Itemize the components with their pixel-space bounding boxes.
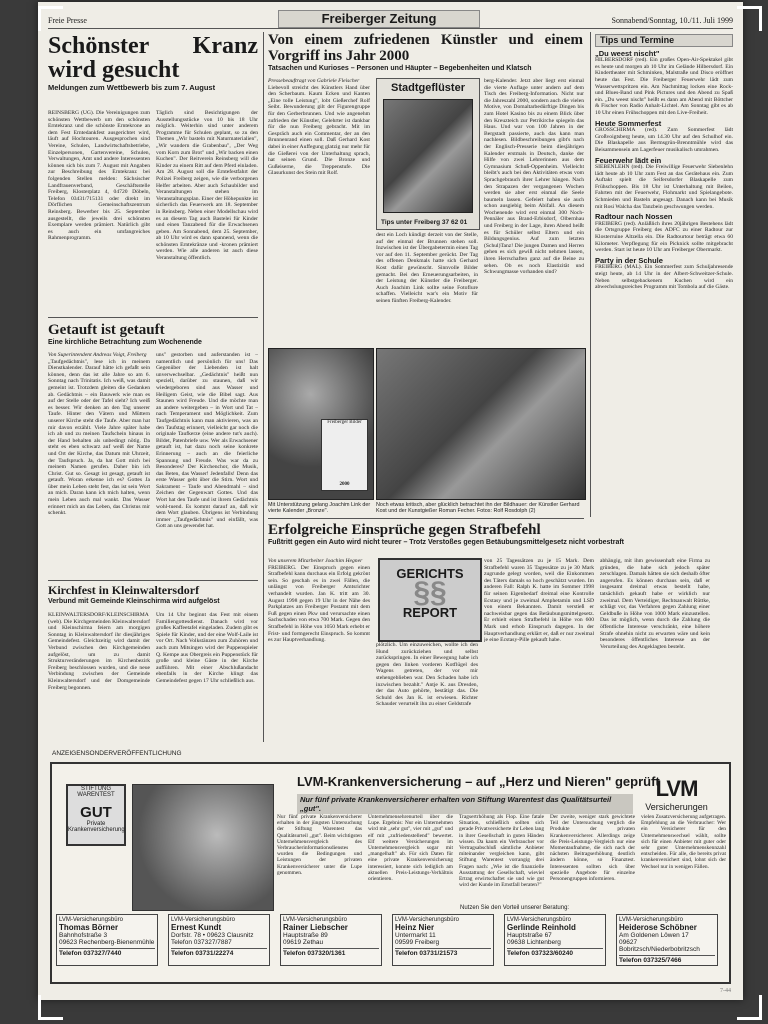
crop-corner-top-right[interactable] bbox=[737, 6, 762, 31]
ad-label: ANZEIGENSONDERVERÖFFENTLICHUNG bbox=[52, 750, 182, 757]
lvm-advertisement bbox=[50, 762, 731, 984]
article-kranz bbox=[48, 34, 258, 95]
agent-title: LVM-Versicherungsbüro bbox=[619, 917, 683, 923]
article-getauft-subtitle: Eine kirchliche Betrachtung zum Wochenende bbox=[48, 339, 202, 346]
article-kuenstler-col3: berg-Kalender. Jetzt aber liegt erst einmal die vierte Auflage unter andern auf dem Tisch des Freiberg-Information. Nicht nur die Jahreszahl 2000, sondern auch die vielen Motive, von Domaltarbedürftige Dingen bis zum Hotel Kasino bis zu einem Blick über den Kreuzteich zur Petrikirche spiegeln das Haus. Und war von 100 Jahren in der Bergstadt passierte, auch das kann man nachlesen. Bildbeschreibungen gibt's nach der Englisch-Presserie beim diesjährigen Kalender erstmals in Deutsch, danke der Hilfe von zwei Lehrerinnen aus dem Gymnasium Schuß-Oppenheim. Vielleicht bleibt's auch bei den Aktivitäten etwas vom Sprachgebrauch ihrer Lehrer hängen. Nach den Strapazen der vergangenen Wochen werden sie aber erst einmal die Seele baumeln lassen. Gefeiert haben sie auch schon ausgiebig beim Abifall. An diesem Wochenende wird erst einmal 300 Noch-Pennäler aus Brand-Erbisdorf, Olbernhau und Freiberg in der Lage, ihren Abend heißt es für Schüler selbst Eltern und ein Bildungsgenius. Auf zum letzten (Schul)Tanz! Die jungen Damen und Herren gehen es sich gewiß nicht nehmen lassen, ihren Herrschaften ganz auf die Beine zu sehen. Ob es noch Elastizität und Schwungmasse vorhanden sind? bbox=[484, 78, 584, 276]
article-einsprueche bbox=[268, 522, 708, 549]
article-kranz-title: Schönster Kranz wird gesucht bbox=[48, 34, 258, 83]
article-getauft bbox=[48, 322, 258, 349]
agent-address: Hauptstraße 89 bbox=[283, 932, 328, 939]
article-getauft-col1 bbox=[48, 352, 150, 577]
masthead-section-title: Freiberger Zeitung bbox=[278, 10, 480, 28]
agent-address: 09619 Zethau bbox=[283, 939, 324, 946]
newspaper-page bbox=[38, 2, 743, 1000]
ad-body-3: Tragsertrhöhung als Flop. Eine fatale Situation, schließlich sollten sich gerade Privatversicherte ihr Leben lang in ihrer Gesellschaft in guten Händen wissen. Da kaum ein Verbraucher vor Vertragsabschluß sämtliche Anbieter miteinander vergleichen kann, gibt Stiftung Warentest vorrangig drei Fragen nach: „Wie ist die finanzielle Ausstattung der Gesellschaft, wieviel Ertrag erwirtschaftet sie und wie gut wird der Kunde im Ernstfall beraten?" bbox=[459, 814, 544, 889]
statue-photo bbox=[383, 99, 473, 213]
article-einsprueche-col1 bbox=[268, 558, 370, 742]
sidebar-item-heading: Heute Sommerfest bbox=[595, 118, 662, 128]
column-rule bbox=[590, 32, 591, 517]
masthead-paper-name: Freie Presse bbox=[48, 16, 87, 25]
agent-phone: Telefon 037327/7440 bbox=[59, 948, 155, 957]
agent-title: LVM-Versicherungsbüro bbox=[171, 917, 235, 923]
page-number: 7-44 bbox=[720, 988, 731, 994]
sidebar-tips bbox=[595, 34, 733, 519]
sidebar-item-text: SIEBENLEHN (red). Die Freiwillige Feuerwehr Siebenlehn lädt heute ab 10 Uhr zum Fest an das Gerätehaus ein. Zum Auftakt spielt die Seifersdorfer Blaskapelle zum Frühschoppen. Bis 18 Uhr ist Unterhaltung mit Beilen, Fahrten mit der Feuerwehr, Flohmarkt und Spielangebote. Schmieden und Basteln angesagt. Danach kann bei Musik mit Rosi Walcha das Tanzbein geschwungen werden. bbox=[595, 164, 733, 210]
article-einsprueche-col2: plötzlich. Um einzuweichen, wollte ich den Hund zurückziehen und selbst zurückspringen. In einer Bewegung habe ich gegen den linken vorderen Kotflügel des Wagens getreten, der vor mir stehengeblieben war. Den Schaden habe ich inzwischen bezahlt." Antje K. aus Dresden, der das Auto gehörte, bestätigt das. Die Schuld des Jan K. ist erwiesen. Richter Schauder verurteilt ihn zu einer Geldstrafe bbox=[376, 642, 478, 708]
ad-body-2: Unternehmensehrenurteil über die Lupe. Ergebnis: Nur ein Unternehmen wird mit „sehr gut", vier mit „gut" und elf mit „zufriedenstellend" bewertet. Elf weitere Versicherungen im Unternehmensvergleich sogar mit „mangelhaft" ab. Für sich Daten für eine private Krankenversicherung interessiert, konnte sich lediglich am aktuellen Preis-Leistungs-Verhältnis orientieren. bbox=[368, 814, 453, 883]
gerichtsreport-stamp bbox=[378, 558, 482, 642]
agent-phone: Telefon 03731/22274 bbox=[171, 948, 267, 957]
sidebar-item-text: FREIBERG (MAL). Ein Sommerfest zum Schuljahresende steigt heute, ab 14 Uhr in der Albert-Schweitzer-Schule. Neben selbstgebackenem Kuchen wird ein abwechslungsreiches Programm mit Tombola auf die Gäste. bbox=[595, 264, 733, 291]
calendar-cover bbox=[321, 419, 368, 491]
ad-body-1: Nur fünf private Krankenversicherer erhalten in der jüngsten Untersuchung der Stiftung Warentest das Qualitätsurteil „gut". Beim wichtigsten Unternehmensvergleich des Verbraucherinformationsdienstes wurden die Bedingungen und Leistungen der privaten Krankenversicherer unter die Lupe genommen. bbox=[277, 814, 362, 876]
lvm-logo-subtext: Versicherungen bbox=[645, 802, 708, 812]
agent-address: Hauptstraße 67 bbox=[507, 932, 552, 939]
warentest-bottom: Private Krankenversicherung bbox=[68, 821, 125, 833]
agent-title: LVM-Versicherungsbüro bbox=[395, 917, 459, 923]
column-rule bbox=[263, 32, 264, 742]
artist-photo bbox=[376, 348, 586, 500]
article-kirchfest-subtitle: Verbund mit Gemeinde Kleinschirma wird aufgelöst bbox=[48, 598, 220, 605]
article-kirchfest bbox=[48, 584, 258, 608]
agent-address: 09623 Rechenberg-Bienenmühle bbox=[59, 939, 155, 946]
masthead bbox=[48, 10, 733, 29]
agent-phone: Telefon 037325/7466 bbox=[619, 955, 715, 964]
agent-phone: Telefon 037320/1361 bbox=[283, 948, 379, 957]
agent-address: 09638 Lichtenberg bbox=[507, 939, 561, 946]
article-einsprueche-byline: Von unserem Mitarbeiter Joachim Hegner bbox=[268, 558, 363, 564]
masthead-date: Sonnabend/Sonntag, 10./11. Juli 1999 bbox=[611, 16, 733, 25]
calendar-title: Freiberger Bilder bbox=[327, 420, 362, 425]
article-kuenstler-subtitle: Tatsachen und Kurioses – Personen und Häupter – Begebenheiten und Klatsch bbox=[268, 65, 532, 72]
photo-caption-2-text: Noch etwas kritisch, aber glücklich betrachtet ihn der Bildhauer: der Künstler Gerhard Kost und der Kunstgießer Roman Fecher. bbox=[376, 502, 580, 515]
stadtgefluester-tip: Tips unter Freiberg 37 62 01 bbox=[381, 219, 468, 226]
article-einsprueche-subtitle: Fußtritt gegen ein Auto wird nicht teurer – Trotz Verstoßes gegen Betäubungsmittelgesetz nicht vorbestraft bbox=[268, 539, 625, 546]
sidebar-item-text: FREIBERG (red). Anläßlich ihres 20jährigen Bestehens lädt die Ortsgruppe Freiberg des ADFC zu einer Radtour zur Klosterruine Altzella ein. Die Radtourtour beträgt etwa 60 Kilometer. Verpflegung für ein Picknick sollte mitgebracht werden. Start ist heute 10 Uhr am Freiberger Obermarkt. bbox=[595, 220, 733, 254]
article-einsprueche-col3: von 25 Tagessätzen zu je 15 Mark. Dem Strafbefehl waren 35 Tagessätze zu je 30 Mark zugrunde gelegt worden, weil die Einkommen des Täters damals so hoch geschätzt wurden. Im anderen Fall: Ralph K. hatte im Sommer 1998 für seinen Eigenbedarf dreimal eine Kontrolle Ecstasy und je zweimal Amphetamin und LSD von einem Bekannten. Damit verstieß er nachweisbar gegen das Betäubungsmittelgesetz. Er erhielt einen Strafbefehl in Höhe von 600 Mark und erhob Einspruch dagegen. In der Hauptverhandlung erklärt er, daß er nur zweimal je eine Ecstasy-Pille gekauft habe. bbox=[484, 558, 594, 644]
warentest-grade: GUT bbox=[80, 804, 112, 821]
article-kranz-col2: Täglich sind Besichtigungen der Ausstellungsstücke von 10 bis 18 Uhr möglich. Weiterhin sind unter anderem Programme für Schulen geplant, so zu den Themen „Wir basteln mit Naturmaterialien", „Wir wandern die Grabenbau", „Der Weg vom Korn zum Brot" und „Wir backen einen Kuchen". Der Reitverein Reinsberg will die Kinder zu einem Ritt auf dem Pferd einladen. Am 28. August soll die Erntefestfahrt der Polizei Freiberg zeigen, wie die verborgenen Helfer arbeiten. Aber auch Schaubilder und Veranstaltungen stehen im Veranstaltungsplan. Einer der Höhepunkte ist sicherlich das Feuerwerk am 18. September in Reinsberg. Neben einer Modellschau wird es an diesem Tag auch Bastelei für Kinder und einen Tanzabend für die Erwachsenen geben. Am Sonnabend, dem 25. September, ab 10 Uhr wird es dann spannend, wenn die schönsten Erntekränze und -kronen prämiert werden. Wie alle anderen ist auch diese Veranstaltung öffentlich. bbox=[156, 110, 258, 262]
sidebar-item-heading: Radtour nach Nossen bbox=[595, 212, 673, 222]
article-getauft-col2: uns" gestorben und auferstanden ist – namentlich und persönlich für uns! Das Gegenüber der Liebenden ist halt unverwechselbar. „Gedächtnis" heißt nun speziell, darüber zu staunen, daß wir wiedergeboren sind aus Wasser und Heiligem Geist, wie die Bibel sagt. Aus Staunen wird Freude. Und die möchte man an andere weitergeben – in Wort und Tat – nach Temperament und Möglichkeit. Zum Taufgedächtnis kann man aktivieren, was an den Taufstag erinnert, vielleicht gar noch die originale Taufkerze (eine andere tut's auch). Bildet, Patenbriefe usw. Wer als Erwachsener getauft ist, hat dazu noch seine konkrete Erinnerung – auch an die feierliche Spannung und Freude. Was war da zu Besonderes? Der Kirchenchor, die Musik, das Beten, das Wasser! Jedenfalls! Denn das erste Wasser geht über die Stirn. Wort und Sakrament – Taufe und Abendmahl – sind Zeichen der Gegenwart Gottes. Und das Wort hat den Taufe und ist ihrem Gedächtnis wohl-tuend. Es kommt darauf an, daß wir dem Wort glauben. Übrigens ist Verbindung immer „Taufgedächtnis" und einfällt, was Gott an uns gewendet hat. bbox=[156, 352, 258, 530]
gerichtsreport-bottom: REPORT bbox=[402, 605, 458, 620]
ad-headline: LVM-Krankenversicherung – auf „Herz und Nieren" geprüft bbox=[297, 774, 660, 789]
agent-name: Rainer Liebscher bbox=[283, 923, 348, 932]
article-einsprueche-text1: FREIBERG. Der Einspruch gegen einen Strafbefehl kann durchaus ein Erfolg gekrönt sein. So geschah es in zwei Fällen, die unlängst von Freiberger Amtsrichter verhandelt wurden. Jan K. tritt am 30. August 1998 gegen 19 Uhr in der Nähe des Parkplatzes am Freiberger Postamt mit dem Fuß gegen einen Pkw und verursachte einen Sachschaden von etwa 700 Mark. Gegen den Strafbefehl in Höhe von 1050 Mark erhebt er Frist- und formgerecht Einspruch. So kommt es zur Hauptverhandlung. bbox=[268, 564, 370, 644]
article-kuenstler-col1 bbox=[268, 78, 370, 340]
agent-title: LVM-Versicherungsbüro bbox=[283, 917, 347, 923]
agent-name: Heinz Nier bbox=[395, 923, 435, 932]
article-kirchfest-col1: KLEINWALTERSDORF/KLEINSCHIRMA (web). Die Kirchgemeinden Kleinwaltersdorf und Kleinschirma feiern am morgigen Sonntag in Kleinwaltersdorf ihr diesjähriges Gemeindefest. Gleichzeitig wird damit der Verbund zwischen den Kirchgemeinden aufgelöst, um zu damit Strukturveränderungen im Kirchenbezirk Freiberg beschlossen wurden, und die neue Verbindung zwischen der Gemeinde Kleinwaltersdorf und der Domgemeinde Freiberg begonnen. bbox=[48, 612, 150, 691]
divider bbox=[48, 317, 258, 318]
agent-address: Untermarkt 11 bbox=[395, 932, 436, 939]
crop-corner-bottom-left[interactable] bbox=[38, 995, 63, 1020]
calendar-photo bbox=[268, 348, 374, 500]
agent-name: Gerlinde Reinhold bbox=[507, 923, 576, 932]
agent-card bbox=[504, 914, 606, 966]
article-kuenstler-text1: Liebevoll streicht des Künstlers Hand über den Scherbaum. Kaum Ecken und Kanten „Eine tolle Leistung", lobt Gießerchef Rolf Seibt. Bewunderung gilt der Figurengruppe für den Gerberbrunnen. Und wie angenehm zufrieden der Künstler, Gelehrter ist dankbar für die nun Freiberg gebracht. Mit im Gespräch auch ein Commentar, der an den Brunnenrand einen soll. Daß Gerhard Kost dabei in einer Auffegung glatzig nur mehr für die Gießerei von der Unterhaltung sprach, hat seinen Grund. Die Bronze und Gußeiserne, die Treppenstufe. Die Glasurkunst des Stein mit Rolf. bbox=[268, 84, 370, 177]
ad-subline: Nur fünf private Krankenversicherer erhalten von Stiftung Warentest das Qualitätsurteil „gut". bbox=[297, 794, 633, 814]
agent-card bbox=[168, 914, 270, 966]
sidebar-item-text: HILBERSDORF (red). Ein großes Open-Air-Spektakel gibt es heute und morgen ab 10 Uhr im Gelände Hilbersdorf. Ein Kindertheater mit Schminken, Malstraße und Disco eröffnet heute das Fest. Die Freiberger Feuerwehr lädt zum Wasserwettspritzen ein. Am Nachmittag locken eine Rock- und Blues-Band und Pink Pictures und den Abend zu Spaß ein. „Du weest nischt" heißt es dann am Abend mit Böttcher & Fischer von Radio Anhalt-Lichtel. Am Sonntag gibt es ab 10 Uhr einen Frühschoppen mit den Live-Freiheit. bbox=[595, 57, 733, 116]
agent-address: Am Goldenen Löwen 17 bbox=[619, 932, 689, 939]
agent-name: Ernest Kundt bbox=[171, 923, 222, 932]
article-getauft-byline: Von Superintendent Andreas Voigt, Freiberg bbox=[48, 352, 147, 358]
gerichtsreport-top: GERICHTS bbox=[396, 566, 464, 581]
stadtgefluester-title: Stadtgeflüster bbox=[391, 82, 465, 94]
warentest-top: STIFTUNG WARENTEST bbox=[77, 786, 115, 798]
agent-address: Dorfstr. 78 • 09623 Clausnitz bbox=[171, 932, 254, 939]
agent-address: 09627 Bobritzsch/Niederbobritzsch bbox=[619, 939, 700, 953]
crop-corner-bottom-right[interactable] bbox=[737, 995, 762, 1020]
article-getauft-text1: „Taufgedächtnis", lese ich in meinem Dienstkalender. Darauf hätte ich gefaßt sein können, denn das ist alle Jahre so am 6. Sonntag nach Trinitatis. Ich weiß, was damit gemeint ist. Trotzdem gleiten die Gedanken ab. Gedächtnis – ein Bauwerk wie man es auf der Stelle oder der Tafel sieht? Ich weiß es besser. Wir denken an den Tag unserer Taufe. Hinter den Vätern und Müttern unserer Kirche steht die Taufe. Aber man hat mir davon erzählt. Viele Jahre später habe ich ab und zu meinen Taufschein hinaus in der Hand behalten als unbedingt nötig. Da steht es eben schwarz auf weiß der Name und Ort der Kirche, das Datum mit Uhrzeit, der Taufspruch. Ja, da hat Gott mich bei meinem Namen gerufen. Daher bin ich Christ. Gut so. Gesagt ist gesagt, getauft ist getauft. Woran erkenne ich es? Gottes Ja über mein Leben steht fest, das ist sein Wort an mich. Daran kann ich mich halten, wenn mein Leben auch mal wankt. Das Wasser erinnert mich an das Leben, das Christus mir schenkt. bbox=[48, 358, 150, 517]
agent-title: LVM-Versicherungsbüro bbox=[59, 917, 123, 923]
agent-address: Telefon 037327/7887 bbox=[171, 939, 232, 946]
agent-phone: Telefon 03731/21573 bbox=[395, 948, 491, 957]
warentest-seal bbox=[66, 784, 126, 846]
sidebar-item-heading: Party in der Schule bbox=[595, 255, 663, 265]
agent-card bbox=[280, 914, 382, 966]
agent-address: 09599 Freiberg bbox=[395, 939, 440, 946]
article-kuenstler-title: Von einem zufriedenen Künstler und einem Vorgriff ins Jahr 2000 bbox=[268, 32, 583, 64]
agent-phone: Telefon 037323/60240 bbox=[507, 948, 603, 957]
sidebar-item-heading: „Du weest nischt" bbox=[595, 48, 660, 58]
sidebar-item-heading: Feuerwehr lädt ein bbox=[595, 155, 662, 165]
agent-card bbox=[616, 914, 718, 966]
ad-body-5: vielen Zusatzversicherung aufgetragen. Empfehlung an die Verbraucher: Wer ein Versicherer für den Unternehmenswechsel wählt, sollte sich für einen Anbieter mit guter oder sehr guter Unternehmenskennzahl entscheiden. Für alle, die bereits privat krankenversichert sind, lohnt sich der Wechsel nur in wenigen Fällen. bbox=[641, 814, 726, 870]
agent-title: LVM-Versicherungsbüro bbox=[507, 917, 571, 923]
calendar-year: 2000 bbox=[339, 482, 350, 487]
ad-footnote: Nutzen Sie den Vorteil unserer Beratung: bbox=[460, 905, 570, 911]
article-kuenstler bbox=[268, 32, 583, 75]
agent-name: Thomas Börner bbox=[59, 923, 119, 932]
divider bbox=[48, 580, 258, 581]
article-getauft-title: Getauft ist getauft bbox=[48, 322, 165, 338]
section-icon: §§ bbox=[413, 576, 447, 609]
photo-caption-1: Mit Unterstützung gelang Joachim Link der vierte Kalender „Bronze". bbox=[268, 502, 371, 515]
stadtgefluester-box bbox=[376, 78, 480, 230]
crop-corner-top-left[interactable] bbox=[38, 6, 63, 31]
photo-caption-2 bbox=[376, 502, 584, 514]
photo-credit: Fotos: Rolf Rosdolph (2) bbox=[476, 508, 536, 515]
article-kuenstler-byline: Pressebeauftragt von Gabriele Fleischer bbox=[268, 78, 360, 84]
sidebar-item-text: GROSSCHIRMA (red). Zum Sommerfest lädt Großvoigtsberg heute, um 14.30 Uhr auf den Schulhof ein. Die Blaskapelle aus Bermsgrün-Brenntmühle wird das Beisammensein am Lagerfeuer musikalisch umrahmen. bbox=[595, 127, 733, 153]
article-kuenstler-col2: dest ein Loch kündigt derzeit von der Stelle, auf der einmal der Brunnen stehen soll. Inzwischen ist der Übergabetermin einen Tag vor auf den 11. September gerückt. Der Tag des offenen Denkmals hatte sich Gerhard Kost dafür gewünscht. Sinnvolle Bilder gemacht. Bei den Erneuerungsarbeiten, in der Leistung der Künstler die Freiberger. Auch Joachim Link sollte seine Fotoflure schaffen. Vielleicht war's ein Motiv für seinen fünften Freiberg-Kalender. bbox=[376, 232, 478, 304]
child-photo bbox=[132, 784, 274, 911]
article-einsprueche-title: Erfolgreiche Einsprüche gegen Strafbefehl bbox=[268, 522, 541, 538]
divider bbox=[268, 518, 584, 519]
agent-card bbox=[392, 914, 494, 966]
agent-name: Heiderose Schöbner bbox=[619, 923, 697, 932]
article-kranz-col1: REINSBERG (UG). Die Vereinigungen zum schönsten Wettbewerb um den schönsten Erntekranz und die schönste Erntekrone an dem Fest Erntedankfest ausgerichtet wird, läuft auf Hochtouren. Ausgesprochen sind Vereine, Schulen, Landwirtschaftsbetriebe, Einzelpersonen, Gartenvereine, Schulen, Verwaltungen, Amt und andere Interessenten können sich bis zum 7. August mit Angaben zur Beschreibung des Erntekranz bei folgenden Stellen melden: Sächsischer Landfrauenverband, Geschäftsstelle Freiberg, Klosterplatz 4, 04720 Döbeln, Telefon 03431/715131 oder direkt im Dörflichen Gemeinschaftszentrum Reinsberg. Bewerber bis 25. September ausgestellt, die jeweils drei schönsten Exemplare werden prämiert. Natürlich gibt es auch ein umfangreiches Rahmenprogramm. bbox=[48, 110, 150, 242]
agent-address: Bahnhofstraße 3 bbox=[59, 932, 108, 939]
ad-body-4: Der zweite, weniger stark gewichtete Teil der Untersuchung verglich die Produkte der privaten Krankenversicherer. Allerdings zeige die Preis-Leistungs-Vergleich nur eine Momentaufnahme, die sich nach der nächsten Beitragserhöhung deutlich ändern könne, so Finanztest. Interessenten sollten sich über spezielle Angebote für einzelne Personengruppen informieren. bbox=[550, 814, 635, 883]
sidebar-title: Tips und Termine bbox=[595, 34, 733, 47]
article-kirchfest-title: Kirchfest in Kleinwaltersdorf bbox=[48, 584, 200, 597]
lvm-logo-text: LVM bbox=[655, 776, 698, 801]
agent-card bbox=[56, 914, 158, 966]
article-kranz-subtitle: Meldungen zum Wettbewerb bis zum 7. August bbox=[48, 83, 216, 92]
article-kirchfest-col2: Um 14 Uhr beginnt das Fest mit einem Familiengottesdienst. Danach wird vor großes Kaffeetafel eingeladen. Zudem gibt es Spiele für Kinder, und der eine Wolf-Laile ist vor Ort. Nach Volkstänzen zum Zuhören und auch zum Mitsingen wird der Puppenspieler Q. Kempe aus Obergreis ein Puppenstück für große und kleine Gäste in der Kirche aufführen. Mit einer Abschlußandacht ebenfalls in der Kirche klingt das Gemeindefest gegen 17 Uhr schließlich aus. bbox=[156, 612, 258, 684]
article-einsprueche-col4: abhängig, mit ihm gewissenhaft eine Firma zu gründen, die habe sich jedoch später zerschlagen. Damals hätten sie sich deshalb öfter angerufen. Es können durchaus sein, daß er insgesamt dreimal etwas bestellt habe, tatsächlich gekauft habe er wirklich nur zweimal. Dem Verteidiger, Rechtsanwalt Rüttke, schlägt vor, das Verfahren gegen Zahlung einer Geldbuße in Höhe von 1000 Mark einzustellen. Das ist möglich, wenn durch die Zahlung die öffentliche Interesse verschränkt, eine höhere Strafe ohnehin nicht zu erwarten wäre und kein besonderes öffentliches Interesse an der Verurteilung des Angeklagten besteht. bbox=[600, 558, 710, 650]
